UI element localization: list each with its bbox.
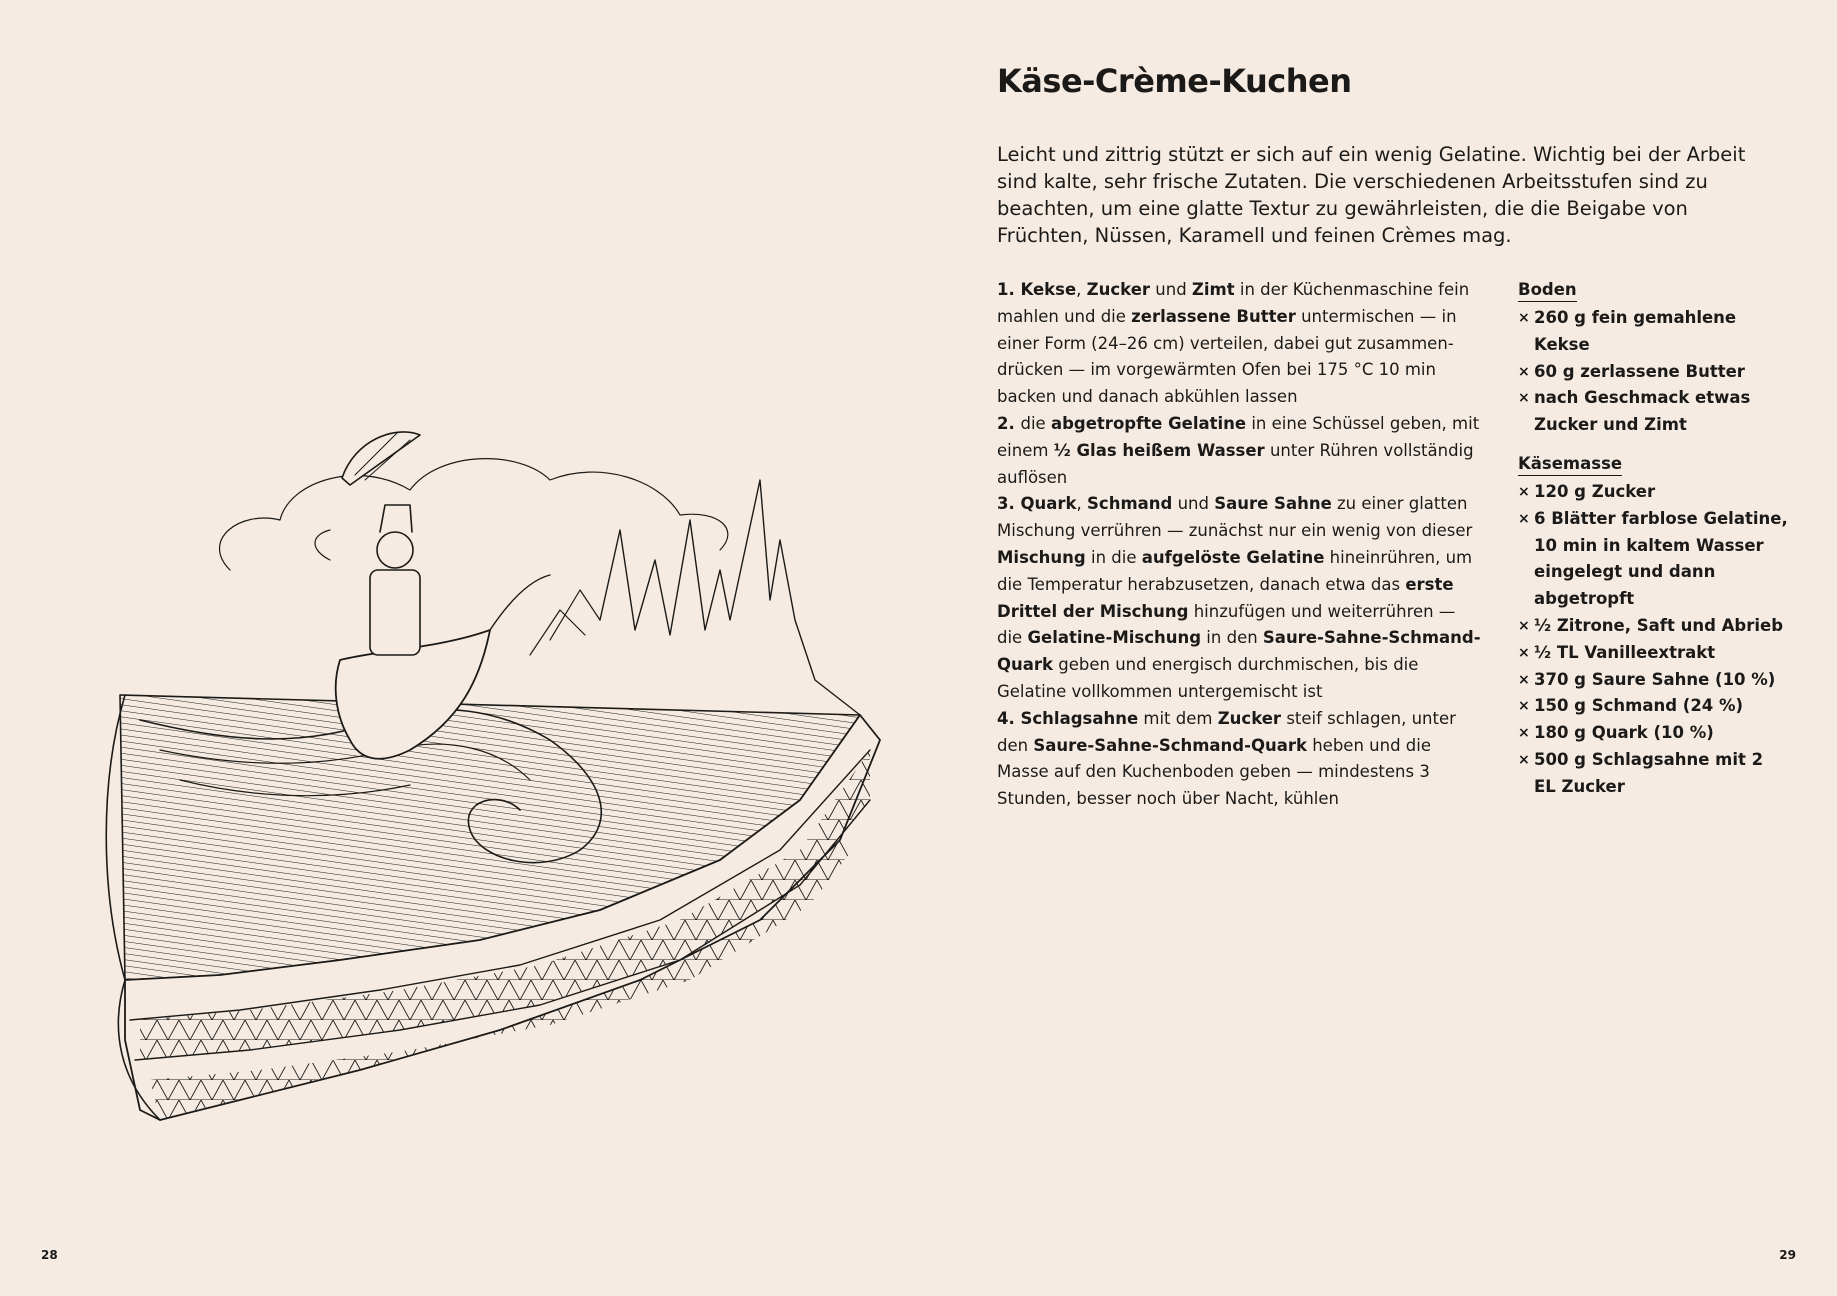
step-text-run: hinzufügen und weiterrühren — die (997, 601, 1456, 648)
ingredient-group-kaesemasse (1518, 451, 1788, 801)
preparation-step-3 (997, 491, 1482, 705)
ingredient-heading-kaesemasse: Käsemasse (1518, 453, 1622, 476)
step-text-run: hineinrühren, um die Temperatur herabzusetzen, danach etwa das (997, 547, 1473, 594)
page-number-right: 29 (1779, 1248, 1796, 1262)
ingredient-item: × 180 g Quark (10 %) (1518, 720, 1788, 747)
step-text-run: Schmand (1087, 494, 1173, 514)
step-text-run: 3. (997, 494, 1021, 514)
crystal-spikes (600, 480, 860, 715)
step-text-run: Saure Sahne (1214, 494, 1332, 514)
cake-slice-illustration (80, 420, 900, 1180)
step-text-run: 2. (997, 413, 1021, 433)
ingredient-item: × nach Geschmack etwas Zucker und Zimt (1518, 385, 1788, 439)
step-text-run: , (1076, 494, 1088, 514)
recipe-intro: Leicht und zittrig stützt er sich auf ein wenig Gelatine. Wichtig bei der Arbeit sind kalte, sehr frische Zutaten. Die verschiedenen Arbeitsstufen sind zu beachten, um eine glatte Textur zu gewährleisten, die die Beigabe von Früchten, Nüssen, Karamell und feinen Crèmes mag. (997, 143, 1746, 247)
ingredient-item: × ½ Zitrone, Saft und Abrieb (1518, 613, 1788, 640)
step-text-run: Saure-Sahne-Schmand-Quark (997, 628, 1481, 675)
step-text-run: mit dem (1138, 708, 1218, 728)
step-text-run: ½ Glas heißem Wasser (1053, 440, 1265, 460)
step-text-run: Kekse (1020, 280, 1077, 299)
ingredient-item: × 500 g Schlagsahne mit 2 EL Zucker (1518, 747, 1788, 801)
step-text-run: unter Rühren vollständig auflösen (997, 440, 1474, 487)
step-text-run: Zucker (1086, 280, 1151, 299)
step-text-run: zu einer glatten Mischung verrühren — zunächst nur ein wenig von dieser (997, 494, 1473, 541)
step-text-run: in den (1201, 628, 1263, 648)
figure-head (377, 532, 413, 568)
step-text-run: die (1020, 413, 1051, 433)
parasol (342, 432, 420, 485)
step-text-run: und (1150, 280, 1192, 299)
step-text-run: untermischen — in einer Form (24–26 cm) verteilen, dabei gut zusammen-drücken — im vorgewärmten Ofen bei 175 °C 10 min backen und danach abkühlen lassen (997, 306, 1457, 407)
step-text-run: 4. (997, 708, 1021, 728)
ingredients-column (1518, 277, 1788, 813)
step-text-run: Saure-Sahne-Schmand-Quark (1033, 735, 1307, 755)
step-text-run: in eine Schüssel geben, mit einem (997, 413, 1480, 460)
page-number-left: 28 (41, 1248, 58, 1262)
step-text-run: Gelatine-Mischung (1027, 628, 1202, 648)
step-text-run: aufgelöste Gelatine (1141, 547, 1325, 567)
ingredient-item: × 150 g Schmand (24 %) (1518, 693, 1788, 720)
cloud-outline (220, 459, 728, 570)
preparation-steps (997, 277, 1482, 813)
step-text-run: in die (1085, 547, 1142, 567)
step-text-run: geben und energisch durchmischen, bis die Gelatine vollkommen untergemischt ist (997, 655, 1419, 701)
step-text-run: steif schlagen, unter den (997, 708, 1456, 755)
step-text-run: Zucker (1217, 708, 1282, 728)
step-text-run: erste Drittel der Mischung (997, 574, 1454, 621)
step-text-run: Mischung (997, 547, 1086, 567)
step-text-run: in der Küchenmaschine fein mahlen und die (997, 280, 1470, 326)
step-text-run: abgetropfte Gelatine (1050, 413, 1247, 433)
preparation-step-4 (997, 706, 1482, 813)
ingredient-item: × 370 g Saure Sahne (10 %) (1518, 667, 1788, 694)
step-text-run: Zimt (1191, 280, 1235, 299)
ingredient-item: × 120 g Zucker (1518, 479, 1788, 506)
step-text-run: zerlassene Butter (1131, 306, 1296, 326)
preparation-step-2 (997, 411, 1482, 491)
step-text-run: Quark (1020, 494, 1077, 514)
preparation-step-1 (997, 277, 1482, 411)
ingredient-heading-boden: Boden (1518, 279, 1577, 302)
step-text-run: , (1076, 280, 1087, 299)
ingredient-item: × 6 Blätter farblose Gelatine, 10 min in kaltem Wasser eingelegt und dann abgetropft (1518, 506, 1788, 613)
step-text-run: heben und die Masse auf den Kuchenboden geben — mindestens 3 Stunden, besser noch über Nacht, kühlen (997, 735, 1432, 809)
step-text-run: 1. (997, 280, 1021, 299)
ingredient-item: × ½ TL Vanilleextrakt (1518, 640, 1788, 667)
ingredient-group-boden (1518, 277, 1788, 439)
figure-body (370, 570, 420, 655)
ingredient-item: × 260 g fein gemahlene Kekse (1518, 305, 1788, 359)
recipe-title: Käse-Crème-Kuchen (997, 62, 1352, 100)
ingredient-item: × 60 g zerlassene Butter (1518, 359, 1788, 386)
step-text-run: Schlagsahne (1020, 708, 1139, 728)
step-text-run: und (1172, 494, 1215, 514)
